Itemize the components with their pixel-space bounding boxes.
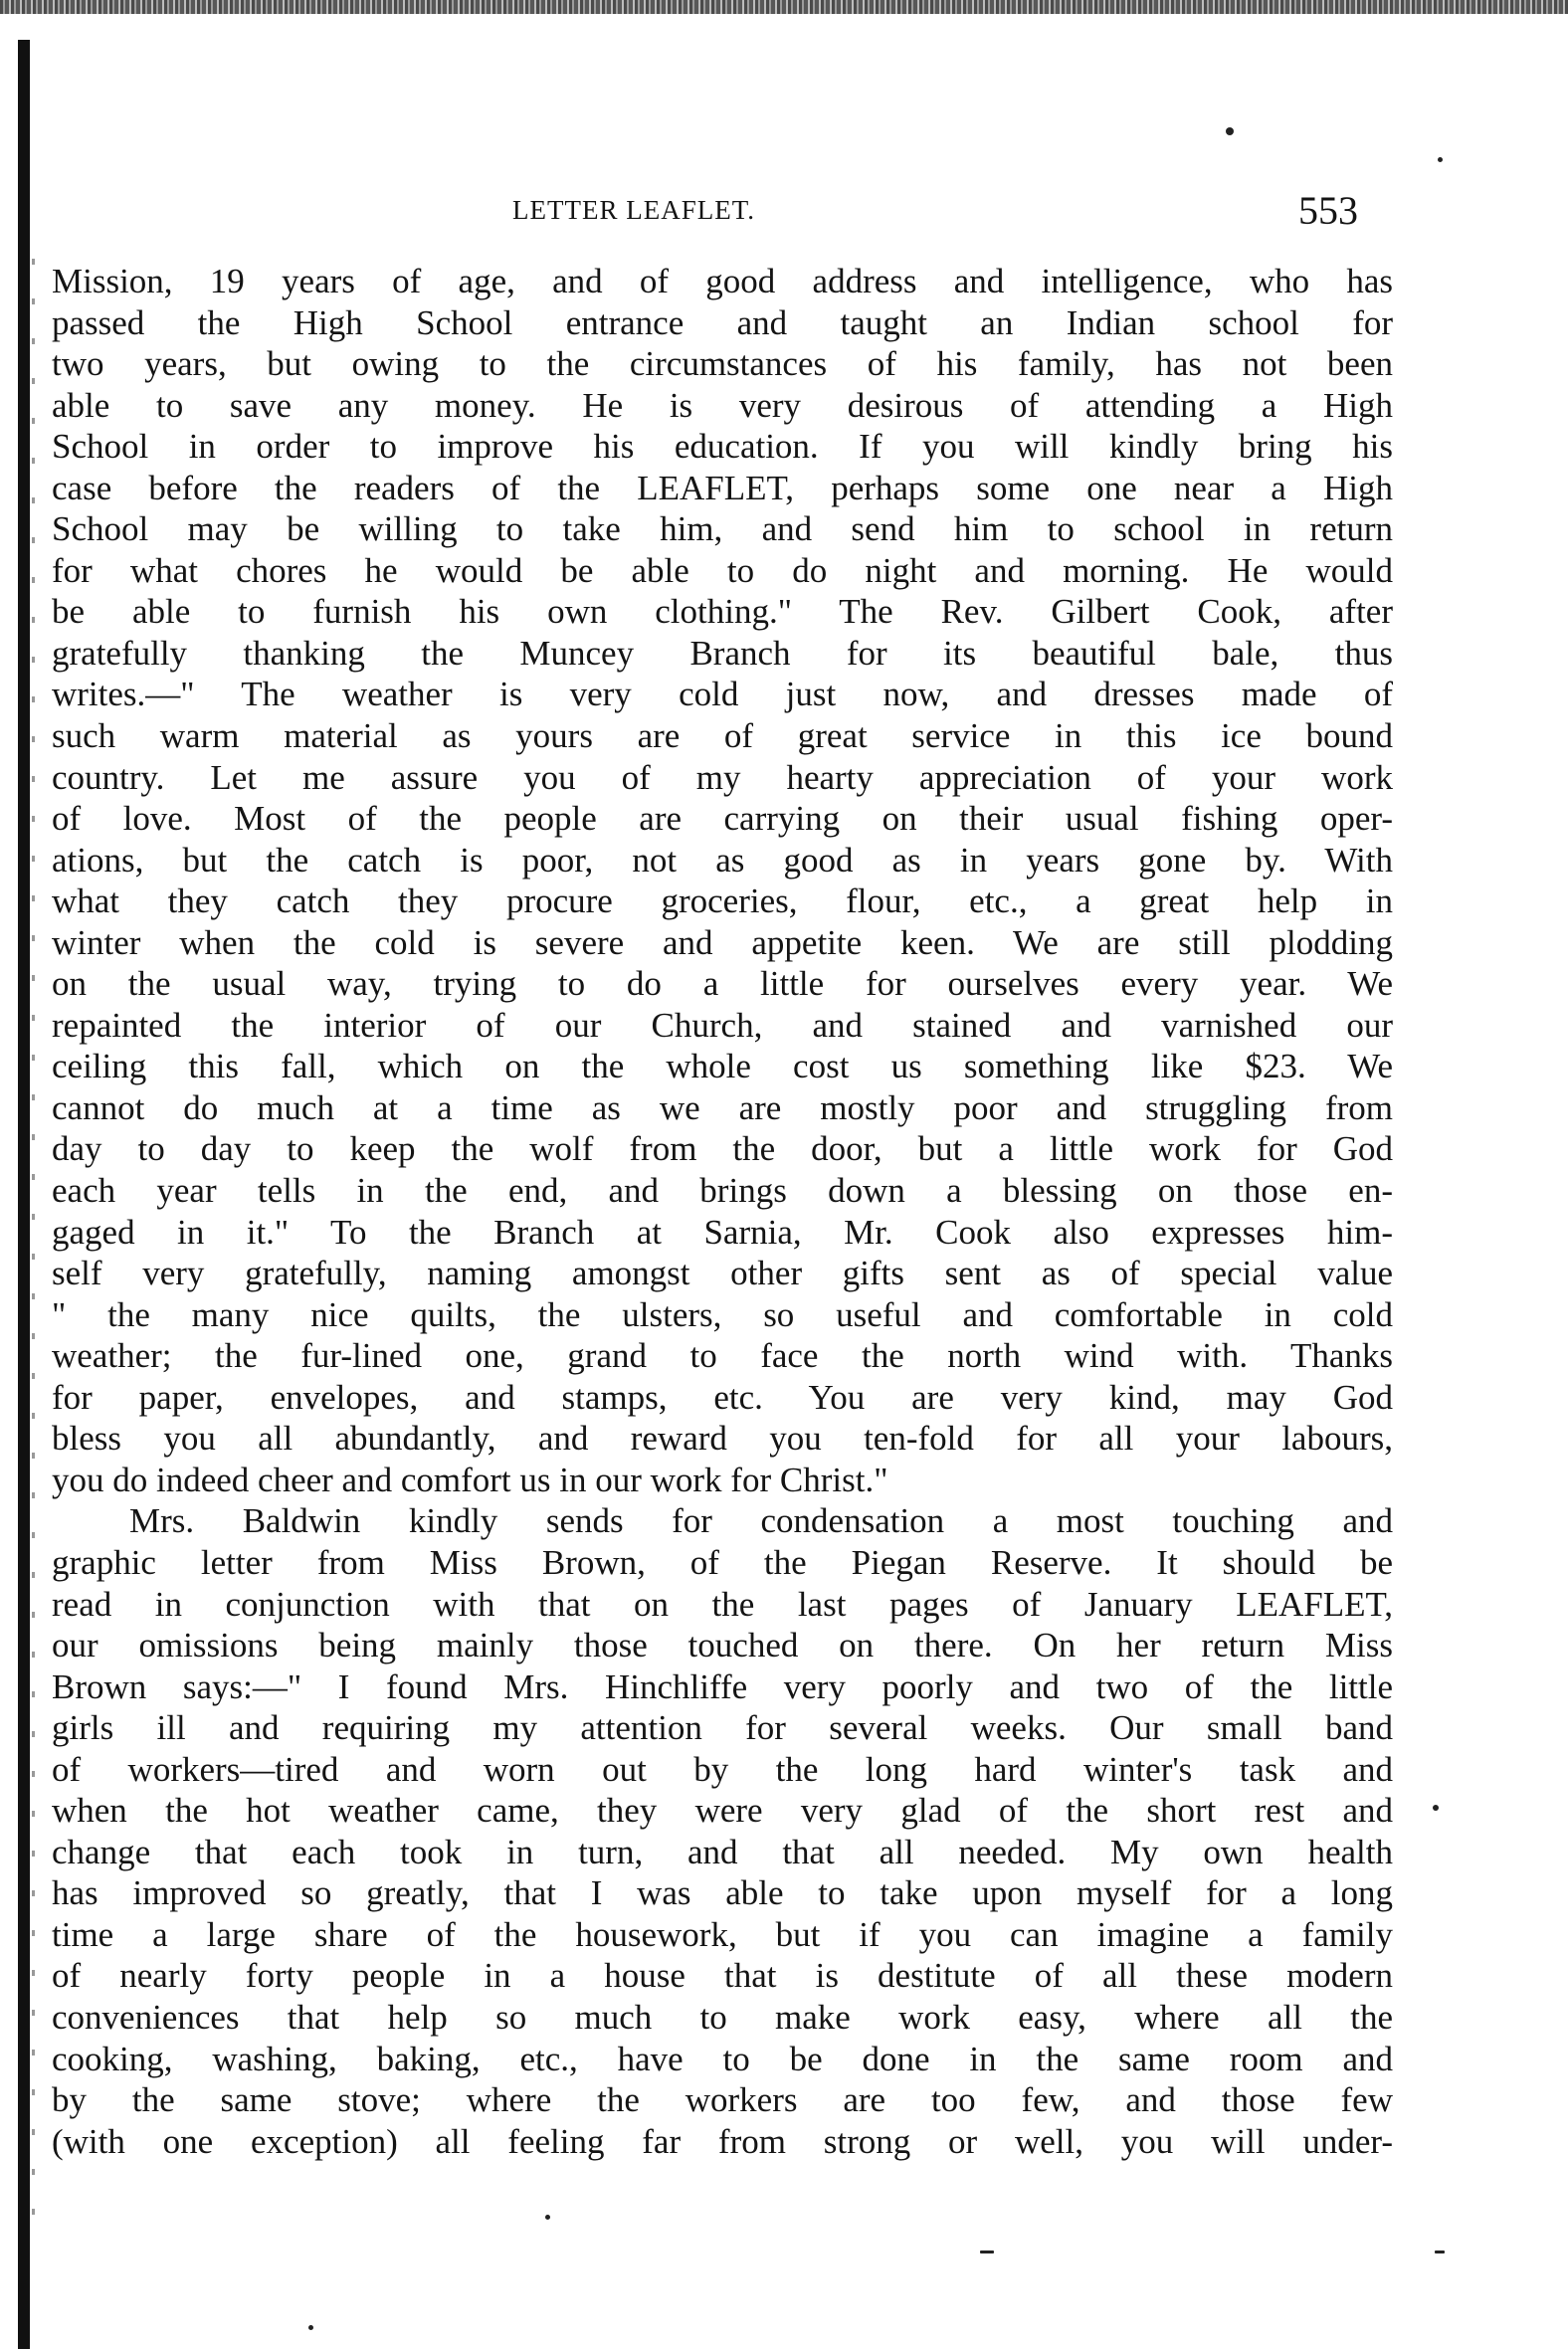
text-line: Mission, 19 years of age, and of good address and intelligence, who has [52, 262, 1393, 300]
text-line: cannot do much at a time as we are mostly poor and struggling from [52, 1087, 1393, 1127]
text-line: on the usual way, trying to do a little for ourselves every year. We [52, 964, 1393, 1004]
running-title: LETTER LEAFLET. [512, 195, 755, 225]
text-line: bless you all abundantly, and reward you ten-fold for all your labours, [52, 1419, 1393, 1459]
text-line: gaged in it." To the Branch at Sarnia, Mr. Cook also expresses him- [52, 1212, 1393, 1252]
text-line: conveniences that help so much to make work easy, where all the [52, 1997, 1393, 2037]
paragraph-end-line: you do indeed cheer and comfort us in our work for Christ." [52, 1460, 888, 1499]
article-body [52, 261, 1393, 2162]
text-line: for paper, envelopes, and stamps, etc. You are very kind, may God [52, 1377, 1393, 1417]
binding-spine [18, 40, 30, 2349]
text-line: " the many nice quilts, the ulsters, so useful and comfortable in cold [52, 1294, 1393, 1334]
text-line: by the same stove; where the workers are too few, and those few [52, 2080, 1393, 2120]
text-line: be able to furnish his own clothing." The Rev. Gilbert Cook, after [52, 592, 1393, 632]
ink-speck [308, 2325, 313, 2330]
text-line: gratefully thanking the Muncey Branch for its beautiful bale, thus [52, 633, 1393, 673]
text-line: Brown says:—" I found Mrs. Hinchliffe very poorly and two of the little [52, 1666, 1393, 1706]
text-line: School in order to improve his education. If you will kindly bring his [52, 427, 1393, 467]
page-header [50, 179, 1393, 239]
text-line: writes.—" The weather is very cold just now, and dresses made of [52, 675, 1393, 714]
text-line: School may be willing to take him, and send him to school in return [52, 509, 1393, 549]
scan-top-edge [0, 0, 1568, 14]
text-line: able to save any money. He is very desirous of attending a High [52, 385, 1393, 425]
ink-speck [1433, 1805, 1439, 1811]
text-line: such warm material as yours are of great service in this ice bound [52, 716, 1393, 756]
text-line: time a large share of the housework, but if you can imagine a family [52, 1914, 1393, 1954]
ink-speck [545, 2215, 550, 2220]
text-line: (with one exception) all feeling far from strong or well, you will under- [52, 2121, 1393, 2161]
ink-speck [1226, 127, 1234, 135]
text-line: our omissions being mainly those touched on there. On her return Miss [52, 1626, 1393, 1665]
text-line: of workers—tired and worn out by the long hard winter's task and [52, 1749, 1393, 1789]
text-line: when the hot weather came, they were very glad of the short rest and [52, 1791, 1393, 1831]
page-number: 553 [1298, 188, 1358, 233]
ink-speck [980, 2251, 994, 2253]
text-line: has improved so greatly, that I was able to take upon myself for a long [52, 1873, 1393, 1913]
binding-shadow [32, 259, 35, 2249]
text-line: what they catch they procure groceries, flour, etc., a great help in [52, 881, 1393, 921]
text-line: self very gratefully, naming amongst other gifts sent as of special value [52, 1254, 1393, 1293]
text-line: change that each took in turn, and that all needed. My own health [52, 1832, 1393, 1871]
text-line: repainted the interior of our Church, and stained and varnished our [52, 1005, 1393, 1045]
text-line: winter when the cold is severe and appetite keen. We are still plodding [52, 922, 1393, 962]
ink-speck [1438, 157, 1443, 162]
text-line: passed the High School entrance and taught an Indian school for [52, 302, 1393, 342]
text-line: weather; the fur-lined one, grand to face the north wind with. Thanks [52, 1336, 1393, 1376]
text-line: country. Let me assure you of my hearty appreciation of your work [52, 757, 1393, 797]
text-line: of love. Most of the people are carrying on their usual fishing oper- [52, 799, 1393, 839]
text-line: two years, but owing to the circumstances of his family, has not been [52, 344, 1393, 384]
ink-speck [1435, 2251, 1445, 2253]
text-line: each year tells in the end, and brings down a blessing on those en- [52, 1171, 1393, 1211]
text-line: read in conjunction with that on the last pages of January LEAFLET, [52, 1584, 1393, 1624]
text-line: cooking, washing, baking, etc., have to be done in the same room and [52, 2039, 1393, 2078]
text-line: ceiling this fall, which on the whole cost us something like $23. We [52, 1047, 1393, 1086]
text-line: day to day to keep the wolf from the door, but a little work for God [52, 1129, 1393, 1169]
text-line: ations, but the catch is poor, not as good as in years gone by. With [52, 840, 1393, 880]
text-line: girls ill and requiring my attention for several weeks. Our small band [52, 1708, 1393, 1748]
text-line: for what chores he would be able to do night and morning. He would [52, 550, 1393, 590]
paragraph-first-line: Mrs. Baldwin kindly sends for condensation a most touching and [129, 1501, 1393, 1541]
text-line: case before the readers of the LEAFLET, perhaps some one near a High [52, 468, 1393, 507]
text-line: of nearly forty people in a house that is destitute of all these modern [52, 1956, 1393, 1996]
text-line: graphic letter from Miss Brown, of the Piegan Reserve. It should be [52, 1542, 1393, 1582]
